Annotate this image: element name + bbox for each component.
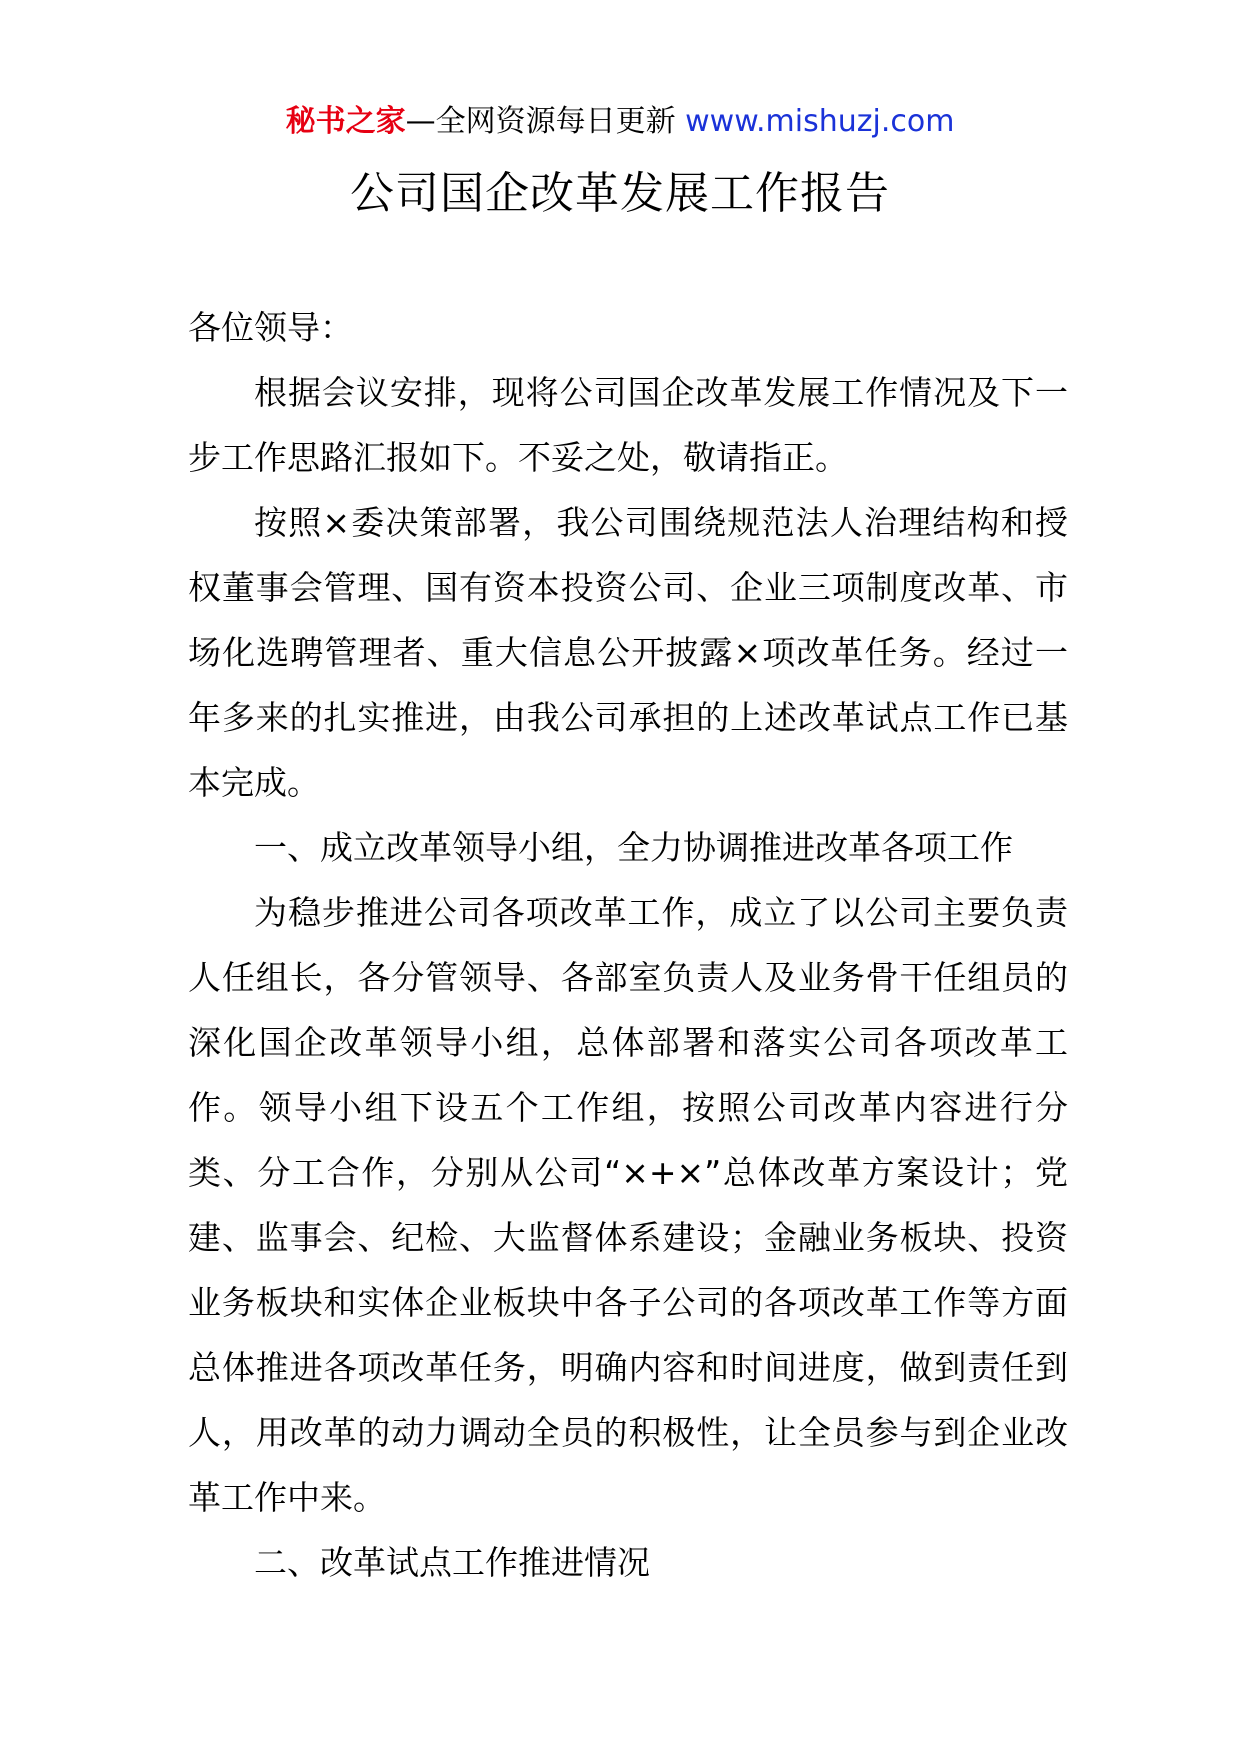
paragraph-section-1: 为稳步推进公司各项改革工作，成立了以公司主要负责人任组长，各分管领导、各部室负责人及业务骨干任组员的深化国企改革领导小组，总体部署和落实公司各项改革工作。领导小组下设五个工作组，按照公司改革内容进行分类、分工合作，分别从公司“×+×”总体改革方案设计；党建、监事会、纪检、大监督体系建设；金融业务板块、投资业务板块和实体企业板块中各子公司的各项改革工作等方面总体推进各项改革任务，明确内容和时间进度，做到责任到人，用改革的动力调动全员的积极性，让全员参与到企业改革工作中来。: [188, 893, 1068, 1517]
site-header: [0, 100, 1240, 144]
document-body: [188, 295, 1068, 1595]
paragraph-overview: 按照×委决策部署，我公司围绕规范法人治理结构和授权董事会管理、国有资本投资公司、企业三项制度改革、市场化选聘管理者、重大信息公开披露×项改革任务。经过一年多来的扎实推进，由我公司承担的上述改革试点工作已基本完成。: [188, 503, 1068, 802]
salutation: 各位领导：: [188, 308, 353, 347]
site-slogan: —全网资源每日更新: [405, 104, 676, 139]
section-heading-1: 一、成立改革领导小组，全力协调推进改革各项工作: [254, 828, 1013, 867]
document-title: 公司国企改革发展工作报告: [350, 168, 890, 219]
section-heading-2: 二、改革试点工作推进情况: [254, 1543, 650, 1582]
site-brand: 秘书之家: [285, 104, 406, 139]
paragraph-intro: 根据会议安排，现将公司国企改革发展工作情况及下一步工作思路汇报如下。不妥之处，敬请指正。: [188, 373, 1068, 477]
site-url-link[interactable]: www.mishuzj.com: [685, 104, 955, 139]
